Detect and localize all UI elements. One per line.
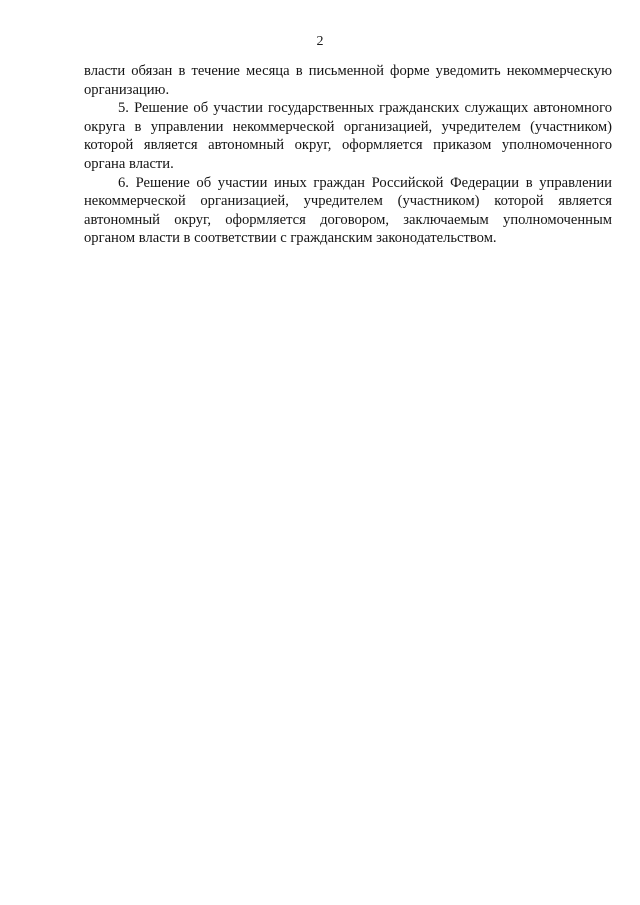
paragraph-continuation: власти обязан в течение месяца в письменной форме уведомить некоммерческую организацию. bbox=[84, 63, 612, 98]
document-body bbox=[84, 62, 612, 248]
paragraph-item-5: 5. Решение об участии государственных гражданских служащих автономного округа в управлении некоммерческой организацией, учредителем (участником) которой является автономный округ, оформляется приказом уполномоченного органа власти. bbox=[84, 100, 612, 172]
paragraph-item-6: 6. Решение об участии иных граждан Российской Федерации в управлении некоммерческой организацией, учредителем (участником) которой является автономный округ, оформляется договором, заключаемым уполномоченным органом власти в соответствии с гражданским законодательством. bbox=[84, 174, 612, 247]
page-number: 2 bbox=[316, 34, 324, 49]
